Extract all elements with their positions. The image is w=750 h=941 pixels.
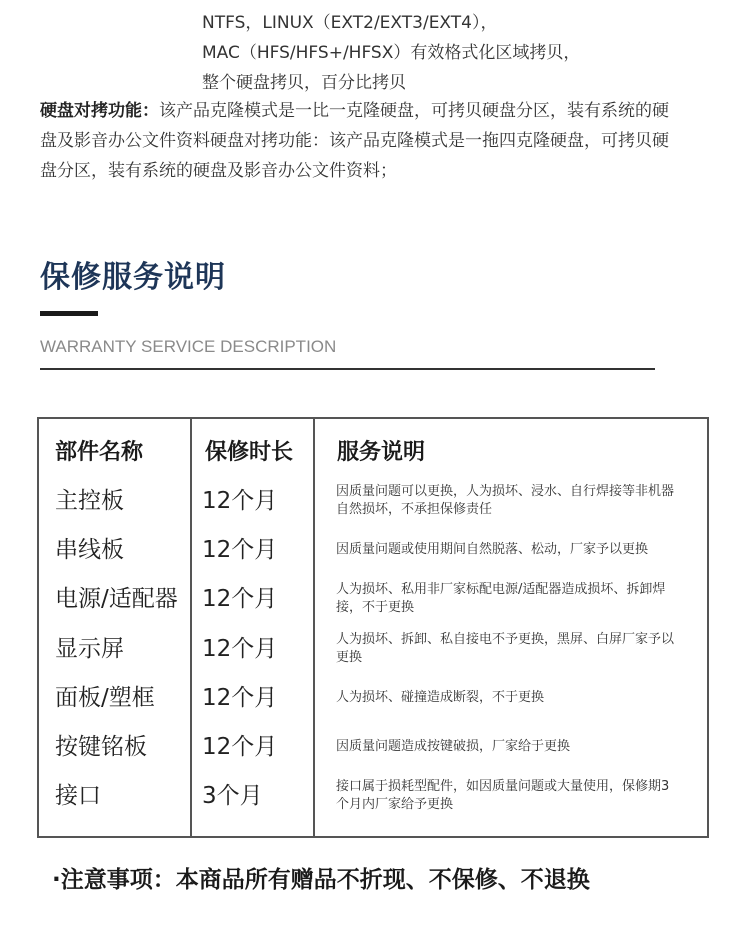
warranty-period: 12个月 bbox=[202, 685, 278, 711]
service-description: 因质量问题造成按键破损，厂家给于更换 bbox=[336, 739, 571, 754]
part-name: 显示屏 bbox=[55, 636, 124, 662]
part-name: 接口 bbox=[55, 783, 101, 809]
service-description: 人为损坏、碰撞造成断裂，不于更换 bbox=[336, 690, 545, 705]
notice-text: ·注意事项：本商品所有赠品不折现、不保修、不退换 bbox=[52, 867, 590, 893]
table-row bbox=[39, 574, 707, 624]
fs-line: NTFS，LINUX（EXT2/EXT3/EXT4）， bbox=[202, 13, 498, 33]
table-row bbox=[39, 476, 707, 526]
warranty-period: 3个月 bbox=[202, 783, 263, 809]
table-row bbox=[39, 722, 707, 772]
part-name: 按键铭板 bbox=[55, 734, 147, 760]
part-name: 主控板 bbox=[55, 488, 124, 514]
fs-line: 整个硬盘拷贝，百分比拷贝 bbox=[202, 73, 406, 93]
warranty-table bbox=[37, 417, 709, 838]
service-description: 接口属于损耗型配件，如因质量问题或大量使用，保修期3个月内厂家给予更换 bbox=[336, 779, 670, 812]
header-warranty-period: 保修时长 bbox=[205, 440, 294, 465]
part-name: 面板/塑框 bbox=[55, 685, 155, 711]
service-description: 因质量问题可以更换，人为损坏、浸水、自行焊接等非机器自然损坏，不承担保修责任 bbox=[336, 484, 675, 517]
service-description: 因质量问题或使用期间自然脱落、松动，厂家予以更换 bbox=[336, 542, 649, 557]
table-row bbox=[39, 624, 707, 674]
service-description: 人为损坏、私用非厂家标配电源/适配器造成损坏、拆卸焊接，不于更换 bbox=[336, 582, 666, 615]
clone-feature-label: 硬盘对拷功能： bbox=[40, 101, 159, 121]
section-subtitle: WARRANTY SERVICE DESCRIPTION bbox=[40, 337, 337, 356]
clone-feature-paragraph bbox=[40, 96, 680, 186]
part-name: 串线板 bbox=[55, 537, 124, 563]
service-description: 人为损坏、拆卸、私自接电不予更换，黑屏、白屏厂家予以更换 bbox=[336, 632, 675, 665]
header-part-name: 部件名称 bbox=[55, 440, 144, 465]
warranty-period: 12个月 bbox=[202, 488, 278, 514]
header-service-description: 服务说明 bbox=[337, 440, 426, 465]
section-divider bbox=[40, 368, 655, 370]
table-row bbox=[39, 771, 707, 821]
warranty-period: 12个月 bbox=[202, 636, 278, 662]
warranty-period: 12个月 bbox=[202, 537, 278, 563]
clone-feature-text: 该产品克隆模式是一比一克隆硬盘，可拷贝硬盘分区，装有系统的硬盘及影音办公文件资料硬盘对拷功能：该产品克隆模式是一拖四克隆硬盘，可拷贝硬盘分区，装有系统的硬盘及影音办公文件资料； bbox=[40, 101, 669, 181]
fs-line: MAC（HFS/HFS+/HFSX）有效格式化区域拷贝， bbox=[202, 43, 581, 63]
warranty-period: 12个月 bbox=[202, 586, 278, 612]
title-accent-bar bbox=[40, 311, 98, 316]
warranty-period: 12个月 bbox=[202, 734, 278, 760]
table-row bbox=[39, 525, 707, 575]
part-name: 电源/适配器 bbox=[55, 586, 178, 612]
table-row bbox=[39, 673, 707, 723]
filesystem-support-text bbox=[202, 8, 580, 98]
section-title: 保修服务说明 bbox=[40, 260, 226, 295]
